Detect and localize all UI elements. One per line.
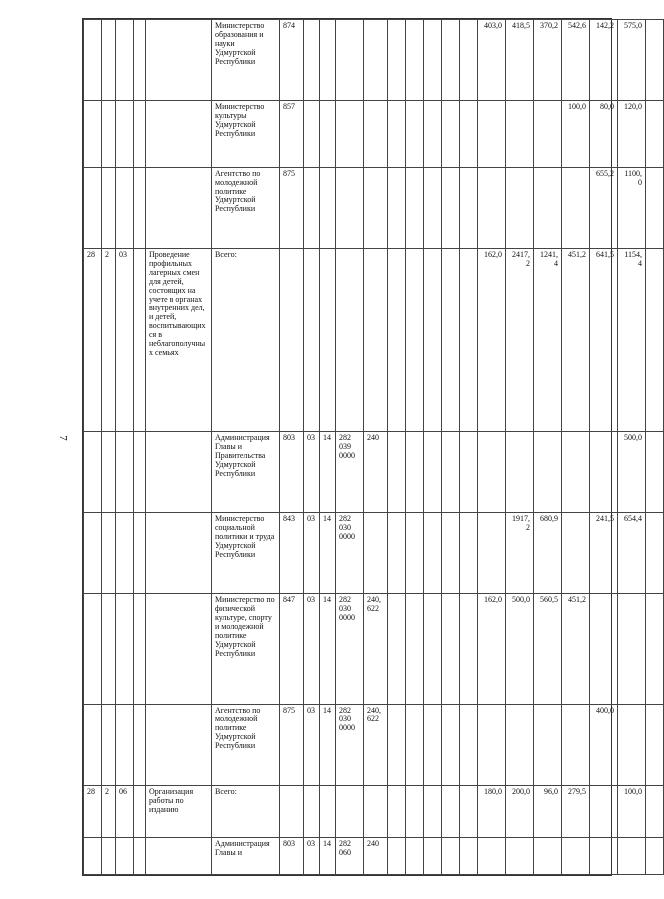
cell-name: Организация работы по изданию <box>146 785 212 837</box>
cell-vr: 240, 622 <box>364 704 388 785</box>
cell-gp <box>84 837 102 874</box>
cell-vr <box>364 248 388 431</box>
cell-v2019 <box>478 837 506 874</box>
cell-v2023: 80,0 <box>590 101 618 168</box>
cell-v2019 <box>478 432 506 513</box>
table-row <box>84 594 664 704</box>
cell-total <box>646 248 664 431</box>
budget-table-sheet <box>82 18 642 876</box>
cell-v2018 <box>460 248 478 431</box>
cell-v2021 <box>534 101 562 168</box>
cell-csr: 282 030 0000 <box>336 704 364 785</box>
cell-v2020 <box>506 101 534 168</box>
cell-v2024 <box>618 704 646 785</box>
cell-grbs: 847 <box>280 594 304 704</box>
cell-pr: 14 <box>320 513 336 594</box>
cell-pr <box>320 785 336 837</box>
cell-executor: Министерство по физической культуре, спорту и молодежной политике Удмуртской Республики <box>212 594 280 704</box>
cell-pr: 14 <box>320 704 336 785</box>
cell-v2017 <box>442 20 460 101</box>
cell-gp: 28 <box>84 248 102 431</box>
cell-om <box>116 20 134 101</box>
cell-pr <box>320 167 336 248</box>
cell-v2017 <box>442 594 460 704</box>
cell-gp <box>84 20 102 101</box>
cell-v2024: 120,0 <box>618 101 646 168</box>
cell-name <box>146 837 212 874</box>
cell-v2022 <box>562 432 590 513</box>
cell-v2017 <box>442 248 460 431</box>
cell-name <box>146 167 212 248</box>
cell-m <box>134 513 146 594</box>
cell-v2023: 142,2 <box>590 20 618 101</box>
cell-csr <box>336 248 364 431</box>
cell-v2019 <box>478 167 506 248</box>
cell-grbs: 874 <box>280 20 304 101</box>
cell-v2014 <box>388 837 406 874</box>
cell-v2024: 1154,4 <box>618 248 646 431</box>
cell-m <box>134 837 146 874</box>
cell-pp <box>102 513 116 594</box>
cell-v2016 <box>424 785 442 837</box>
cell-v2021: 96,0 <box>534 785 562 837</box>
cell-v2015 <box>406 704 424 785</box>
cell-v2014 <box>388 513 406 594</box>
cell-total <box>646 167 664 248</box>
cell-rz <box>304 785 320 837</box>
cell-v2018 <box>460 785 478 837</box>
cell-om <box>116 101 134 168</box>
cell-v2020 <box>506 704 534 785</box>
cell-v2018 <box>460 837 478 874</box>
cell-rz <box>304 101 320 168</box>
cell-v2017 <box>442 785 460 837</box>
cell-vr: 240 <box>364 837 388 874</box>
table-row <box>84 837 664 874</box>
cell-executor: Агентство по молодежной политике Удмуртской Республики <box>212 704 280 785</box>
cell-v2023 <box>590 785 618 837</box>
cell-csr <box>336 101 364 168</box>
cell-grbs: 803 <box>280 837 304 874</box>
cell-v2018 <box>460 167 478 248</box>
cell-csr: 282 039 0000 <box>336 432 364 513</box>
cell-v2016 <box>424 101 442 168</box>
cell-v2021: 1241,4 <box>534 248 562 431</box>
cell-total <box>646 101 664 168</box>
cell-v2024: 500,0 <box>618 432 646 513</box>
cell-total <box>646 837 664 874</box>
cell-pp <box>102 101 116 168</box>
cell-om: 03 <box>116 248 134 431</box>
cell-pp <box>102 594 116 704</box>
cell-v2021 <box>534 704 562 785</box>
cell-v2016 <box>424 20 442 101</box>
table-row <box>84 704 664 785</box>
cell-executor: Министерство образования и науки Удмуртской Республики <box>212 20 280 101</box>
cell-name <box>146 432 212 513</box>
cell-m <box>134 20 146 101</box>
cell-v2018 <box>460 594 478 704</box>
cell-v2020: 418,5 <box>506 20 534 101</box>
cell-pr <box>320 101 336 168</box>
cell-pr: 14 <box>320 594 336 704</box>
cell-v2017 <box>442 837 460 874</box>
cell-v2023 <box>590 432 618 513</box>
cell-total <box>646 785 664 837</box>
table-row <box>84 785 664 837</box>
cell-v2014 <box>388 101 406 168</box>
cell-total <box>646 513 664 594</box>
cell-v2020 <box>506 837 534 874</box>
page-number: 7 <box>56 435 69 441</box>
cell-grbs <box>280 248 304 431</box>
cell-total <box>646 594 664 704</box>
cell-rz: 03 <box>304 837 320 874</box>
cell-v2017 <box>442 101 460 168</box>
cell-v2019: 162,0 <box>478 594 506 704</box>
table-row <box>84 513 664 594</box>
cell-v2023 <box>590 837 618 874</box>
cell-v2015 <box>406 837 424 874</box>
cell-v2019 <box>478 101 506 168</box>
cell-v2024: 654,4 <box>618 513 646 594</box>
cell-pp <box>102 20 116 101</box>
cell-v2014 <box>388 432 406 513</box>
cell-om <box>116 513 134 594</box>
cell-v2022 <box>562 167 590 248</box>
cell-v2019 <box>478 704 506 785</box>
cell-v2016 <box>424 248 442 431</box>
cell-executor: Агентство по молодежной политике Удмуртской Республики <box>212 167 280 248</box>
cell-gp <box>84 167 102 248</box>
cell-v2018 <box>460 513 478 594</box>
cell-pr <box>320 20 336 101</box>
cell-vr: 240 <box>364 432 388 513</box>
cell-grbs: 857 <box>280 101 304 168</box>
cell-v2022: 279,5 <box>562 785 590 837</box>
cell-v2022: 542,6 <box>562 20 590 101</box>
cell-v2019: 403,0 <box>478 20 506 101</box>
cell-v2015 <box>406 432 424 513</box>
cell-om: 06 <box>116 785 134 837</box>
cell-pp <box>102 167 116 248</box>
cell-grbs: 803 <box>280 432 304 513</box>
cell-gp <box>84 594 102 704</box>
cell-v2014 <box>388 20 406 101</box>
cell-v2022 <box>562 837 590 874</box>
cell-executor: Всего: <box>212 248 280 431</box>
cell-v2014 <box>388 785 406 837</box>
cell-v2022: 451,2 <box>562 248 590 431</box>
cell-v2023 <box>590 594 618 704</box>
cell-v2014 <box>388 594 406 704</box>
cell-vr <box>364 101 388 168</box>
cell-m <box>134 785 146 837</box>
cell-m <box>134 167 146 248</box>
cell-executor: Администрация Главы и <box>212 837 280 874</box>
cell-pp: 2 <box>102 248 116 431</box>
cell-name <box>146 513 212 594</box>
cell-v2014 <box>388 704 406 785</box>
cell-v2015 <box>406 594 424 704</box>
cell-rz: 03 <box>304 513 320 594</box>
cell-m <box>134 248 146 431</box>
cell-vr <box>364 20 388 101</box>
cell-total <box>646 704 664 785</box>
cell-v2020: 2417,2 <box>506 248 534 431</box>
table-row <box>84 248 664 431</box>
cell-om <box>116 704 134 785</box>
cell-name <box>146 594 212 704</box>
cell-vr <box>364 167 388 248</box>
cell-executor: Администрация Главы и Правительства Удмуртской Республики <box>212 432 280 513</box>
cell-v2020 <box>506 432 534 513</box>
cell-v2022 <box>562 704 590 785</box>
cell-v2014 <box>388 167 406 248</box>
cell-v2020: 500,0 <box>506 594 534 704</box>
cell-v2016 <box>424 594 442 704</box>
cell-v2018 <box>460 101 478 168</box>
cell-csr: 282 030 0000 <box>336 594 364 704</box>
cell-pp <box>102 432 116 513</box>
cell-v2021: 370,2 <box>534 20 562 101</box>
cell-v2019: 180,0 <box>478 785 506 837</box>
cell-executor: Министерство социальной политики и труда Удмуртской Республики <box>212 513 280 594</box>
cell-v2020: 1917,2 <box>506 513 534 594</box>
cell-v2015 <box>406 101 424 168</box>
cell-pr: 14 <box>320 837 336 874</box>
cell-rz <box>304 167 320 248</box>
cell-v2015 <box>406 785 424 837</box>
cell-v2016 <box>424 704 442 785</box>
cell-v2024: 575,0 <box>618 20 646 101</box>
cell-v2021 <box>534 432 562 513</box>
cell-v2017 <box>442 167 460 248</box>
cell-grbs: 875 <box>280 704 304 785</box>
cell-pp <box>102 704 116 785</box>
cell-v2017 <box>442 513 460 594</box>
cell-pr <box>320 248 336 431</box>
cell-pp: 2 <box>102 785 116 837</box>
cell-v2019 <box>478 513 506 594</box>
table-row <box>84 432 664 513</box>
cell-v2015 <box>406 20 424 101</box>
cell-v2021 <box>534 837 562 874</box>
cell-total <box>646 20 664 101</box>
cell-gp: 28 <box>84 785 102 837</box>
cell-v2021: 680,9 <box>534 513 562 594</box>
cell-m <box>134 101 146 168</box>
budget-table <box>83 19 664 875</box>
cell-grbs <box>280 785 304 837</box>
cell-v2015 <box>406 167 424 248</box>
cell-gp <box>84 704 102 785</box>
cell-v2018 <box>460 704 478 785</box>
cell-rz: 03 <box>304 432 320 513</box>
cell-v2023: 641,5 <box>590 248 618 431</box>
cell-om <box>116 167 134 248</box>
cell-v2020: 200,0 <box>506 785 534 837</box>
cell-v2024 <box>618 594 646 704</box>
cell-v2014 <box>388 248 406 431</box>
cell-csr <box>336 785 364 837</box>
cell-v2016 <box>424 513 442 594</box>
cell-v2020 <box>506 167 534 248</box>
cell-v2017 <box>442 432 460 513</box>
cell-csr <box>336 167 364 248</box>
cell-m <box>134 432 146 513</box>
cell-v2022: 451,2 <box>562 594 590 704</box>
table-row <box>84 101 664 168</box>
cell-v2024: 100,0 <box>618 785 646 837</box>
cell-v2021 <box>534 167 562 248</box>
cell-rz <box>304 20 320 101</box>
cell-rz <box>304 248 320 431</box>
cell-csr <box>336 20 364 101</box>
cell-v2024: 1100,0 <box>618 167 646 248</box>
cell-gp <box>84 101 102 168</box>
cell-om <box>116 594 134 704</box>
cell-grbs: 875 <box>280 167 304 248</box>
cell-vr: 240, 622 <box>364 594 388 704</box>
cell-executor: Всего: <box>212 785 280 837</box>
cell-m <box>134 594 146 704</box>
cell-v2023: 655,2 <box>590 167 618 248</box>
table-row <box>84 167 664 248</box>
cell-v2016 <box>424 432 442 513</box>
cell-v2018 <box>460 20 478 101</box>
cell-v2018 <box>460 432 478 513</box>
cell-v2016 <box>424 837 442 874</box>
cell-rz: 03 <box>304 704 320 785</box>
cell-vr <box>364 785 388 837</box>
cell-v2015 <box>406 248 424 431</box>
cell-om <box>116 837 134 874</box>
cell-pp <box>102 837 116 874</box>
cell-name <box>146 704 212 785</box>
cell-v2019: 162,0 <box>478 248 506 431</box>
cell-name <box>146 20 212 101</box>
cell-v2023: 241,5 <box>590 513 618 594</box>
cell-v2017 <box>442 704 460 785</box>
cell-v2016 <box>424 167 442 248</box>
cell-grbs: 843 <box>280 513 304 594</box>
cell-gp <box>84 513 102 594</box>
cell-vr <box>364 513 388 594</box>
cell-v2022 <box>562 513 590 594</box>
cell-v2024 <box>618 837 646 874</box>
cell-m <box>134 704 146 785</box>
cell-v2015 <box>406 513 424 594</box>
cell-v2021: 560,5 <box>534 594 562 704</box>
cell-executor: Министерство культуры Удмуртской Республики <box>212 101 280 168</box>
cell-csr: 282 060 <box>336 837 364 874</box>
cell-om <box>116 432 134 513</box>
cell-csr: 282 030 0000 <box>336 513 364 594</box>
cell-name: Проведение профильных лагерных смен для детей, состоящих на учете в органах внутренних дел, и детей, воспитывающихся в неблагополучных семьях <box>146 248 212 431</box>
cell-rz: 03 <box>304 594 320 704</box>
cell-v2023: 400,0 <box>590 704 618 785</box>
table-row <box>84 20 664 101</box>
cell-name <box>146 101 212 168</box>
cell-pr: 14 <box>320 432 336 513</box>
cell-v2022: 100,0 <box>562 101 590 168</box>
cell-total <box>646 432 664 513</box>
cell-gp <box>84 432 102 513</box>
